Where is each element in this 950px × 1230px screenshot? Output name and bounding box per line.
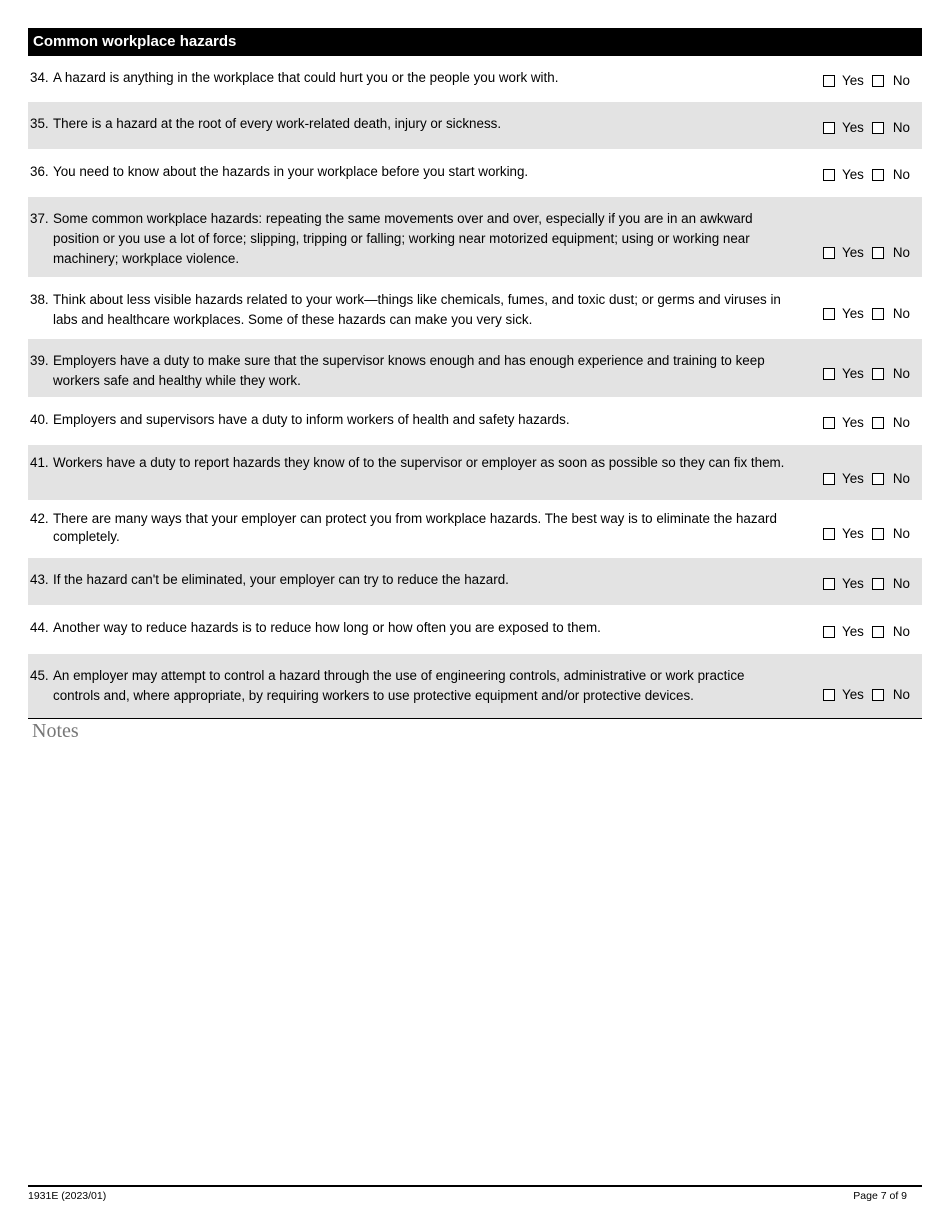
no-checkbox[interactable] — [872, 578, 884, 590]
question-text — [30, 68, 790, 88]
answer-options — [823, 167, 910, 182]
question-text — [30, 162, 790, 182]
question-text — [30, 351, 790, 391]
no-checkbox[interactable] — [872, 368, 884, 380]
no-label: No — [892, 471, 910, 486]
question-row — [28, 445, 922, 501]
question-body: A hazard is anything in the workplace that could hurt you or the people you work with. — [53, 70, 559, 85]
question-number: 45. — [30, 668, 49, 683]
question-text — [30, 570, 790, 590]
yes-checkbox[interactable] — [823, 528, 835, 540]
yes-checkbox[interactable] — [823, 247, 835, 259]
question-number: 43. — [30, 572, 49, 587]
yes-label: Yes — [842, 366, 864, 381]
question-row — [28, 339, 922, 398]
no-checkbox[interactable] — [872, 169, 884, 181]
yes-label: Yes — [842, 73, 864, 88]
yes-checkbox[interactable] — [823, 689, 835, 701]
question-text — [30, 454, 790, 472]
yes-label: Yes — [842, 576, 864, 591]
yes-checkbox[interactable] — [823, 308, 835, 320]
question-text — [30, 114, 790, 134]
question-row — [28, 102, 922, 150]
yes-checkbox[interactable] — [823, 626, 835, 638]
section-header: Common workplace hazards — [28, 28, 922, 56]
yes-checkbox[interactable] — [823, 417, 835, 429]
no-checkbox[interactable] — [872, 528, 884, 540]
answer-options — [823, 576, 910, 591]
question-number: 44. — [30, 620, 49, 635]
form-id: 1931E (2023/01) — [28, 1190, 107, 1202]
answer-options — [823, 366, 910, 381]
yes-checkbox[interactable] — [823, 368, 835, 380]
question-number: 38. — [30, 292, 49, 307]
question-row — [28, 278, 922, 339]
question-number: 37. — [30, 211, 49, 226]
question-text — [30, 209, 790, 269]
question-text — [30, 290, 790, 330]
question-number: 42. — [30, 511, 49, 526]
yes-label: Yes — [842, 306, 864, 321]
yes-checkbox[interactable] — [823, 473, 835, 485]
yes-checkbox[interactable] — [823, 578, 835, 590]
question-body: You need to know about the hazards in your workplace before you start working. — [53, 164, 529, 179]
no-label: No — [892, 415, 910, 430]
question-number: 41. — [30, 455, 49, 470]
answer-options — [823, 73, 910, 88]
notes-label: Notes — [32, 720, 79, 742]
question-body: There are many ways that your employer can protect you from workplace hazards. The best way is to eliminate the hazard completely. — [53, 511, 777, 544]
yes-label: Yes — [842, 624, 864, 639]
page-number: Page 7 of 9 — [853, 1190, 907, 1202]
question-row — [28, 606, 922, 654]
yes-checkbox[interactable] — [823, 169, 835, 181]
yes-label: Yes — [842, 471, 864, 486]
no-checkbox[interactable] — [872, 417, 884, 429]
no-label: No — [892, 120, 910, 135]
answer-options — [823, 687, 910, 702]
yes-checkbox[interactable] — [823, 122, 835, 134]
answer-options — [823, 526, 910, 541]
no-label: No — [892, 245, 910, 260]
question-number: 36. — [30, 164, 49, 179]
question-body: Workers have a duty to report hazards they know of to the supervisor or employer as soon as possible so they can fix them. — [53, 455, 785, 470]
question-row — [28, 501, 922, 558]
answer-options — [823, 120, 910, 135]
question-number: 40. — [30, 412, 49, 427]
question-row — [28, 150, 922, 197]
question-body: Another way to reduce hazards is to reduce how long or how often you are exposed to them. — [53, 620, 601, 635]
no-checkbox[interactable] — [872, 122, 884, 134]
question-row — [28, 197, 922, 278]
question-text — [30, 410, 790, 430]
yes-label: Yes — [842, 526, 864, 541]
question-text — [30, 510, 790, 545]
question-body: Employers have a duty to make sure that the supervisor knows enough and has enough experience and training to keep workers safe and healthy while they work. — [53, 353, 765, 388]
answer-options — [823, 624, 910, 639]
question-body: Some common workplace hazards: repeating the same movements over and over, especially if you are in an awkward position or you use a lot of force; slipping, tripping or falling; working near motorized equipment; using or working near machinery; workplace violence. — [53, 211, 753, 266]
no-label: No — [892, 167, 910, 182]
no-label: No — [892, 624, 910, 639]
no-label: No — [892, 526, 910, 541]
question-row — [28, 558, 922, 606]
question-row — [28, 398, 922, 445]
question-text — [30, 618, 790, 638]
question-body: Think about less visible hazards related to your work—things like chemicals, fumes, and toxic dust; or germs and viruses in labs and healthcare workplaces. Some of these hazards can make you very sick. — [53, 292, 781, 327]
no-checkbox[interactable] — [872, 473, 884, 485]
questions-list — [28, 56, 922, 719]
footer-divider — [28, 1185, 922, 1187]
yes-label: Yes — [842, 167, 864, 182]
no-checkbox[interactable] — [872, 75, 884, 87]
question-number: 35. — [30, 116, 49, 131]
question-body: Employers and supervisors have a duty to inform workers of health and safety hazards. — [53, 412, 570, 427]
question-body: An employer may attempt to control a hazard through the use of engineering controls, administrative or work practice controls and, where appropriate, by requiring workers to use protective equipment and/or protective devices. — [53, 668, 745, 703]
answer-options — [823, 471, 910, 486]
yes-label: Yes — [842, 687, 864, 702]
no-checkbox[interactable] — [872, 247, 884, 259]
no-label: No — [892, 306, 910, 321]
no-checkbox[interactable] — [872, 626, 884, 638]
answer-options — [823, 415, 910, 430]
no-label: No — [892, 366, 910, 381]
yes-label: Yes — [842, 245, 864, 260]
no-label: No — [892, 687, 910, 702]
no-label: No — [892, 576, 910, 591]
yes-label: Yes — [842, 120, 864, 135]
answer-options — [823, 306, 910, 321]
question-number: 39. — [30, 353, 49, 368]
yes-label: Yes — [842, 415, 864, 430]
no-label: No — [892, 73, 910, 88]
question-body: If the hazard can't be eliminated, your employer can try to reduce the hazard. — [53, 572, 509, 587]
yes-checkbox[interactable] — [823, 75, 835, 87]
answer-options — [823, 245, 910, 260]
question-body: There is a hazard at the root of every work-related death, injury or sickness. — [53, 116, 502, 131]
question-row — [28, 654, 922, 719]
question-text — [30, 666, 790, 706]
question-row — [28, 56, 922, 102]
question-number: 34. — [30, 70, 49, 85]
no-checkbox[interactable] — [872, 308, 884, 320]
no-checkbox[interactable] — [872, 689, 884, 701]
